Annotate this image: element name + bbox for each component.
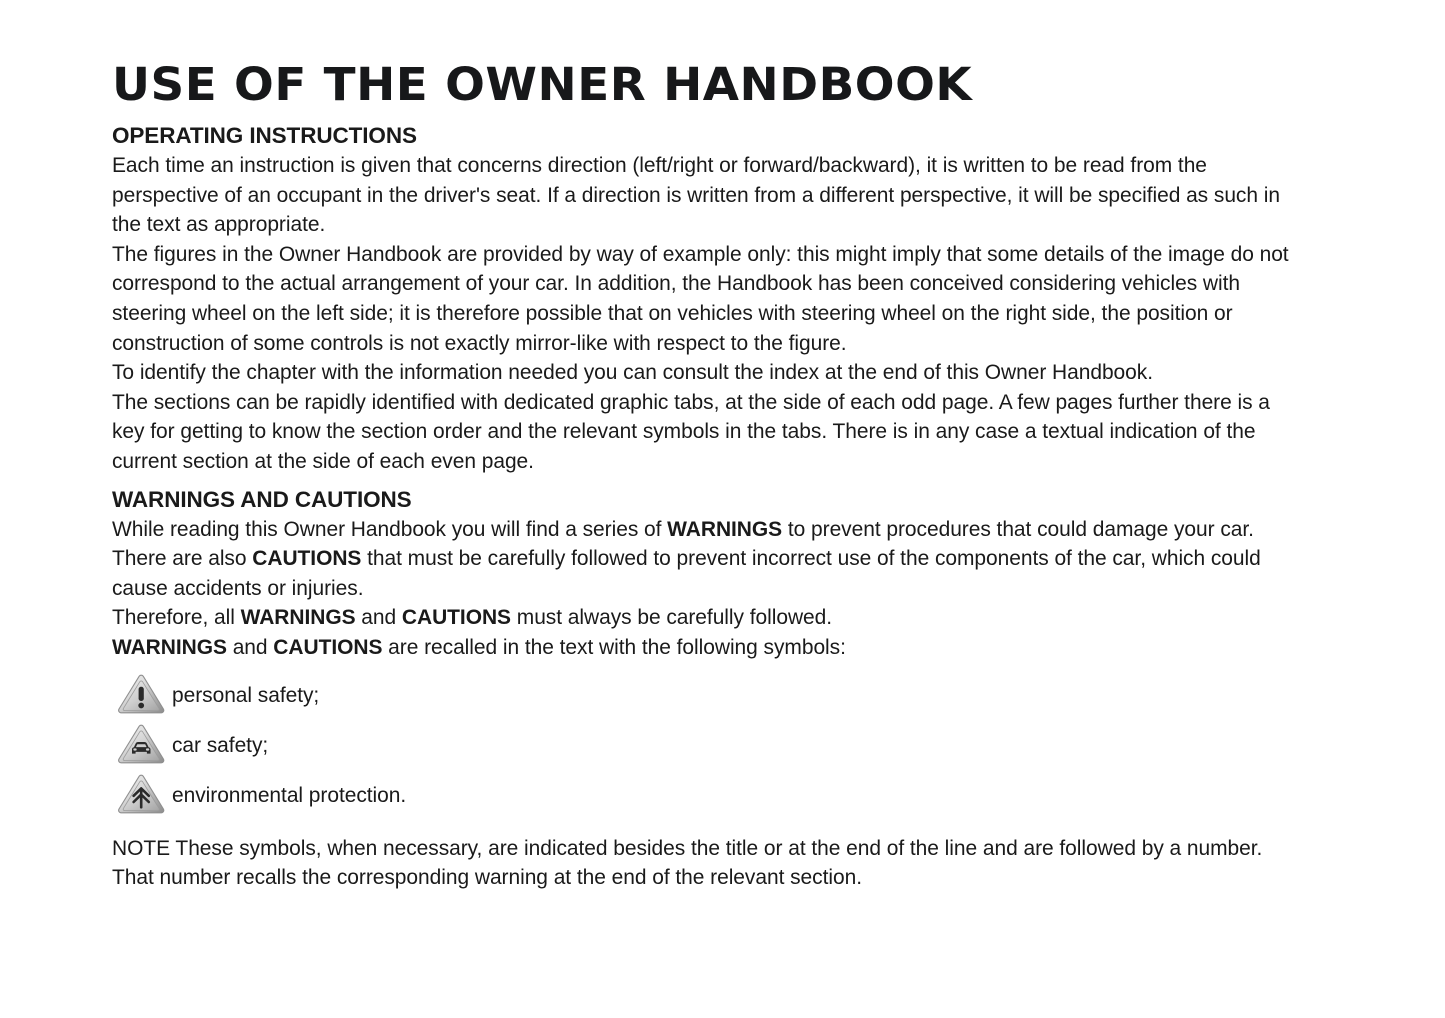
warning-triangle-car-icon: [116, 722, 172, 768]
symbol-label: car safety;: [172, 732, 269, 757]
text-fragment: are recalled in the text with the following symbols:: [382, 634, 846, 659]
list-item: [112, 720, 1304, 770]
text-fragment: and: [226, 634, 274, 659]
page-title: USE OF THE OWNER HANDBOOK: [112, 58, 973, 111]
emphasis-cautions: CAUTIONS: [401, 605, 512, 630]
text-fragment: and: [355, 605, 402, 630]
emphasis-warnings: WARNINGS: [112, 634, 227, 659]
emphasis-warnings: WARNINGS: [667, 516, 783, 541]
paragraph-instruction-direction: Each time an instruction is given that concerns direction (left/right or forward/backward), it is written to be read from the perspective of an occupant in the driver's seat. If a direction is written from a different perspective, it will be specified as such in the text as appropriate.: [112, 153, 1280, 237]
paragraph-identify-chapter: To identify the chapter with the information needed you can consult the index at the end of this Owner Handbook.: [112, 360, 1153, 385]
paragraph-note: NOTE These symbols, when necessary, are indicated besides the title or at the end of the line and are followed by a number. That number recalls the corresponding warning at the end of the relevant section.: [112, 835, 1263, 890]
paragraph-warnings-intro: [112, 515, 1303, 604]
paragraph-sections-tabs: The sections can be rapidly identified with dedicated graphic tabs, at the side of each odd page. A few pages further there is a key for getting to know the section order and the relevant symbols in the tabs. There is in any case a textual indication of the current section at the side of each even page.: [112, 389, 1270, 473]
paragraph-warnings-followed: [112, 603, 1303, 633]
emphasis-warnings: WARNINGS: [240, 605, 356, 630]
symbol-label: environmental protection.: [172, 782, 407, 807]
warning-triangle-tree-icon: [116, 772, 172, 818]
text-fragment: While reading this Owner Handbook you will find a series of: [112, 516, 668, 541]
text-fragment: must always be carefully followed.: [511, 605, 833, 630]
paragraph-warnings-symbols-intro: [112, 633, 1303, 663]
warning-symbol-legend-list: [112, 670, 1304, 820]
section-heading-operating-instructions: OPERATING INSTRUCTIONS: [112, 123, 417, 148]
warning-triangle-exclamation-icon: [116, 672, 172, 718]
list-item: [112, 670, 1304, 720]
symbol-label: personal safety;: [172, 682, 320, 707]
page-content: [112, 60, 1304, 893]
section-heading-warnings-and-cautions: WARNINGS AND CAUTIONS: [112, 486, 412, 512]
text-fragment: Therefore, all: [112, 605, 241, 630]
text-fragment: to prevent procedures that could damage your car. There are also: [112, 516, 1254, 571]
paragraph-figures-example: The figures in the Owner Handbook are provided by way of example only: this might imply that some details of the image do not correspond to the actual arrangement of your car. In addition, the Handbook has been conceived considering vehicles with steering wheel on the left side; it is therefore possible that on vehicles with steering wheel on the right side, the position or construction of some controls is not exactly mirror-like with respect to the figure.: [112, 241, 1289, 355]
emphasis-cautions: CAUTIONS: [252, 546, 362, 571]
emphasis-cautions: CAUTIONS: [273, 634, 383, 659]
text-fragment: that must be carefully followed to prevent incorrect use of the components of the car, which could cause accidents or injuries.: [112, 546, 1261, 600]
list-item: [112, 770, 1304, 820]
